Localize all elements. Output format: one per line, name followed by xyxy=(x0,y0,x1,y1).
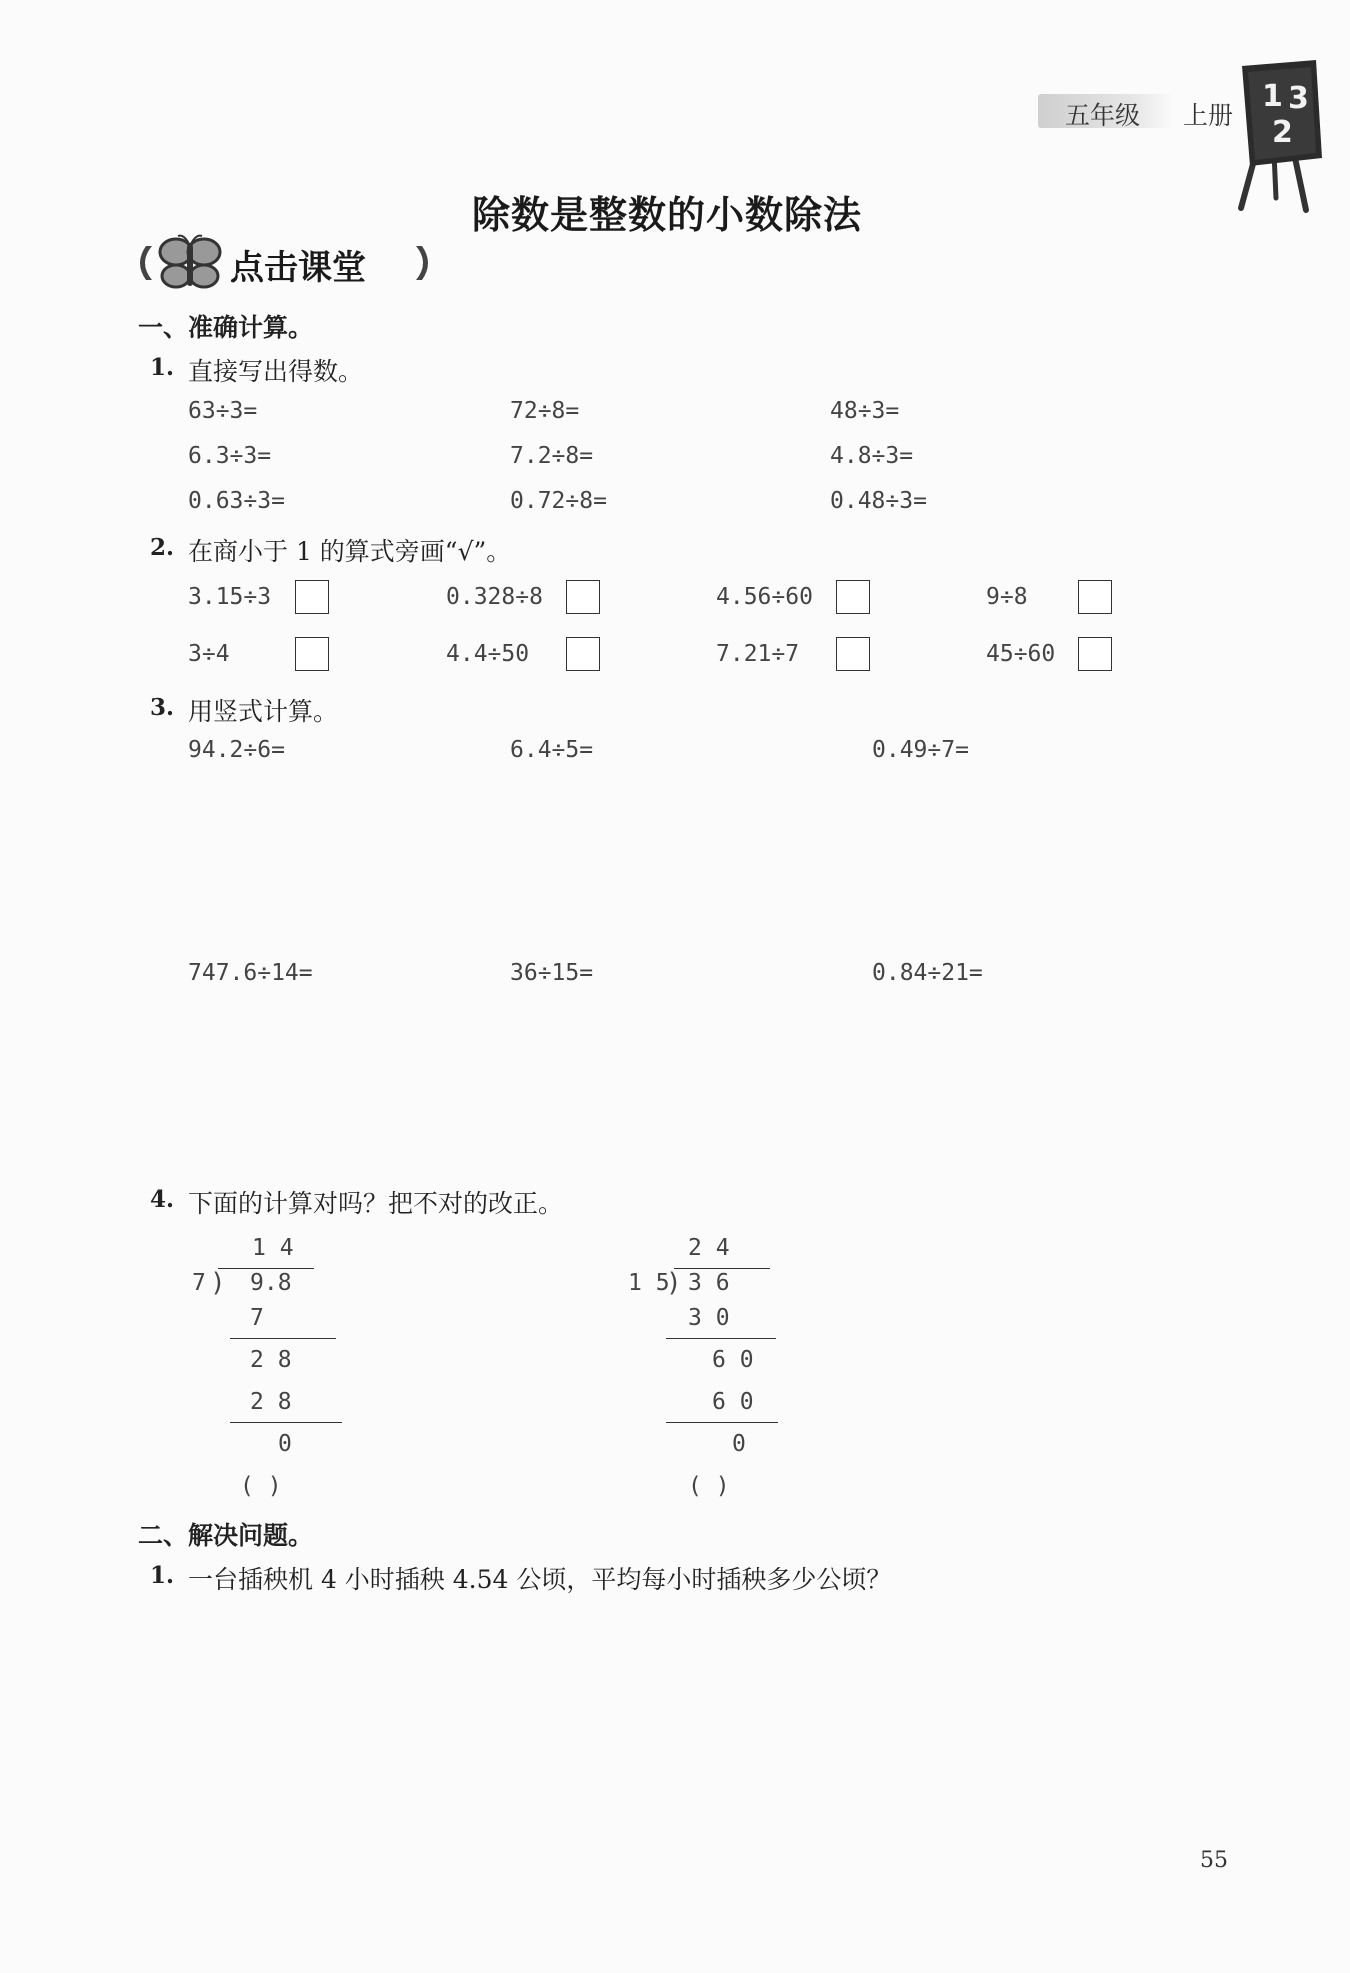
step-remainder: 6 0 xyxy=(712,1347,754,1373)
q2-expr: 4.56÷60 xyxy=(716,584,813,610)
q2-expr: 9÷8 xyxy=(986,584,1028,610)
answer-blank[interactable]: ( ) xyxy=(688,1473,730,1499)
q3-expr: 0.49÷7= xyxy=(872,737,969,763)
answer-blank[interactable]: ( ) xyxy=(240,1473,282,1499)
header-volume: 上册 xyxy=(1183,101,1234,130)
q3-number: 3. xyxy=(150,694,175,721)
q2-instruction: 在商小于 1 的算式旁画“√”。 xyxy=(188,537,512,566)
q2-checkbox[interactable] xyxy=(1078,637,1112,671)
divisor: 1 5 xyxy=(628,1270,670,1296)
step-line xyxy=(230,1422,342,1423)
dividend: 9.8 xyxy=(250,1270,292,1296)
q1-number: 1. xyxy=(150,354,175,381)
q2-expr: 0.328÷8 xyxy=(446,584,543,610)
butterfly-icon xyxy=(156,232,226,294)
dividend: 3 6 xyxy=(688,1270,730,1296)
banner-title: 点击课堂 xyxy=(230,248,366,288)
q2-number: 2. xyxy=(150,534,175,561)
q3-expr: 747.6÷14= xyxy=(188,960,313,986)
q1-expr: 0.48÷3= xyxy=(830,488,927,514)
part1-heading: 一、准确计算。 xyxy=(138,313,314,342)
q3-expr: 94.2÷6= xyxy=(188,737,285,763)
q1-expr: 63÷3= xyxy=(188,398,258,424)
q3-instruction: 用竖式计算。 xyxy=(188,697,339,726)
section-banner xyxy=(136,232,436,294)
q1-instruction: 直接写出得数。 xyxy=(188,357,364,386)
final-remainder: 0 xyxy=(732,1431,746,1457)
logo-digit-3: 3 xyxy=(1288,81,1309,116)
q1-expr: 48÷3= xyxy=(830,398,900,424)
q2-checkbox[interactable] xyxy=(566,637,600,671)
q2-checkbox[interactable] xyxy=(836,580,870,614)
logo-digit-1: 1 xyxy=(1262,79,1283,114)
q2-expr: 3÷4 xyxy=(188,641,230,667)
division-bar xyxy=(674,1268,770,1269)
p2-q1-number: 1. xyxy=(150,1562,175,1589)
q2-checkbox[interactable] xyxy=(1078,580,1112,614)
step-remainder: 2 8 xyxy=(250,1347,292,1373)
q1-expr: 6.3÷3= xyxy=(188,443,272,469)
page-number: 55 xyxy=(1200,1848,1228,1873)
q4-instruction: 下面的计算对吗？把不对的改正。 xyxy=(188,1189,564,1218)
chalkboard-logo xyxy=(1236,58,1326,218)
q1-expr: 7.2÷8= xyxy=(510,443,594,469)
q2-expr: 7.21÷7 xyxy=(716,641,800,667)
division-bar xyxy=(218,1268,314,1269)
division-bracket: ) xyxy=(666,1268,682,1298)
q1-expr: 72÷8= xyxy=(510,398,580,424)
q2-checkbox[interactable] xyxy=(295,580,329,614)
q2-checkbox[interactable] xyxy=(566,580,600,614)
q2-expr: 3.15÷3 xyxy=(188,584,272,610)
q3-expr: 0.84÷21= xyxy=(872,960,983,986)
q1-expr: 4.8÷3= xyxy=(830,443,914,469)
final-remainder: 0 xyxy=(278,1431,292,1457)
q2-expr: 4.4÷50 xyxy=(446,641,530,667)
logo-digit-2: 2 xyxy=(1272,115,1293,150)
header-grade: 五年级 xyxy=(1065,101,1141,130)
q3-expr: 36÷15= xyxy=(510,960,594,986)
step-product: 3 0 xyxy=(688,1305,730,1331)
page-title: 除数是整数的小数除法 xyxy=(472,193,863,237)
q1-expr: 0.63÷3= xyxy=(188,488,285,514)
q2-expr: 45÷60 xyxy=(986,641,1056,667)
divisor: 7 xyxy=(192,1270,206,1296)
p2-q1-text: 一台插秧机 4 小时插秧 4.54 公顷，平均每小时插秧多少公顷？ xyxy=(188,1565,892,1594)
step-product: 7 xyxy=(250,1305,264,1331)
step-product: 2 8 xyxy=(250,1389,292,1415)
quotient: 2 4 xyxy=(688,1235,730,1261)
q2-checkbox[interactable] xyxy=(836,637,870,671)
step-product: 6 0 xyxy=(712,1389,754,1415)
banner-bracket-left-icon xyxy=(136,244,154,282)
banner-bracket-right-icon xyxy=(414,244,432,282)
quotient: 1 4 xyxy=(252,1235,294,1261)
step-line xyxy=(666,1338,776,1339)
q2-checkbox[interactable] xyxy=(295,637,329,671)
q3-expr: 6.4÷5= xyxy=(510,737,594,763)
step-line xyxy=(230,1338,336,1339)
division-bracket: ) xyxy=(210,1268,226,1298)
step-line xyxy=(666,1422,778,1423)
q4-number: 4. xyxy=(150,1186,175,1213)
q1-expr: 0.72÷8= xyxy=(510,488,607,514)
part2-heading: 二、解决问题。 xyxy=(138,1521,314,1550)
